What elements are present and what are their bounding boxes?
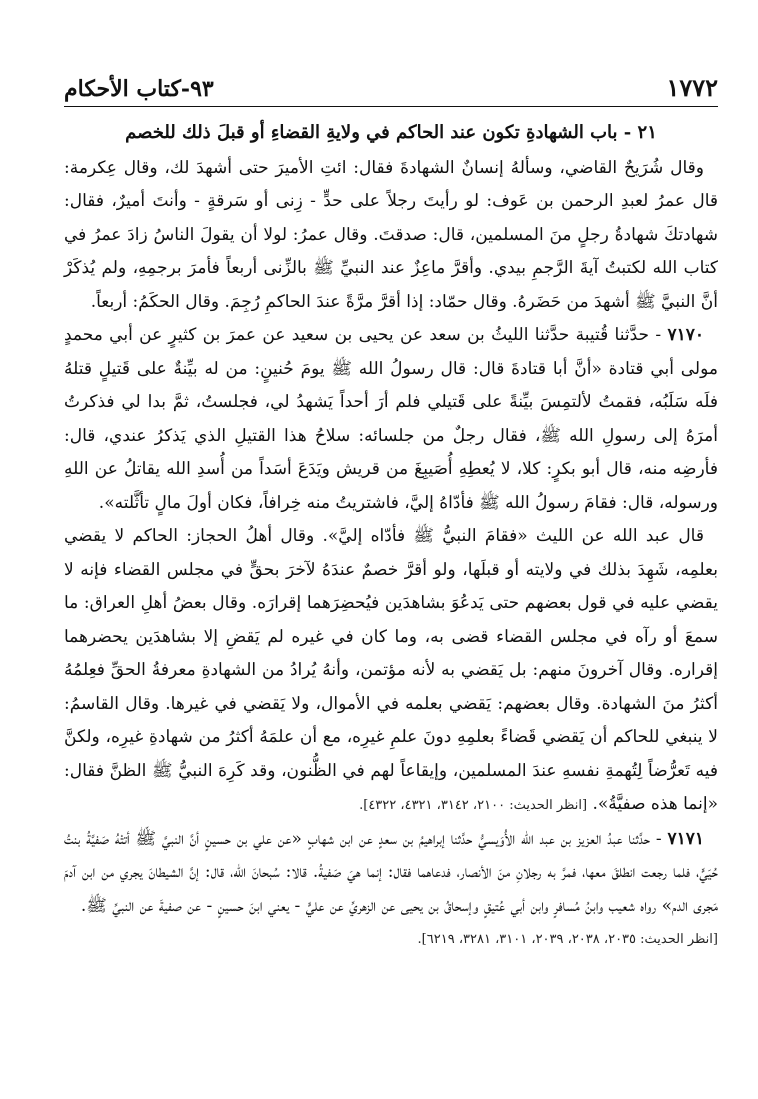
hadith-reference: [انظر الحديث: ٢١٠٠، ٣١٤٢، ٤٣٢١، ٤٣٢٢]. [359,798,588,813]
hadith-reference: [انظر الحديث: ٢٠٣٥، ٢٠٣٨، ٢٠٣٩، ٣١٠١، ٣٢٨١، ٦٢١٩]. [417,932,718,947]
chapter-intro: وقال شُرَيحٌ القاضي، وسألهُ إنسانٌ الشهادةَ فقال: ائتِ الأميرَ حتى أشهدَ لك، وقال عِكرمة: قال عمرُ لعبدِ الرحمن بن عَوف: لو رأيتَ رجلاً على حدٍّ - زِنى أو سَرقةٍ - وأنتَ أميرٌ، فقال: شهادتكَ شهادةُ رجلٍ منَ المسلمين، قال: صدقتَ. وقال عمرُ: لولا أن يقولَ الناسُ زادَ عمرُ في كتاب الله لكتبتُ آيةَ الرَّجمِ بيدي. وأقرَّ ماعِزٌ عند النبيِّ ﷺ بالزِّنى أربعاً فأمرَ برجمِهِ، ولم يُذكَرْ أنَّ النبيَّ ﷺ أشهدَ من حَضَرهُ. وقال حمّاد: إذا أقرَّ مرَّةً عندَ الحاكمِ رُجِمَ. وقال الحكَمُ: أربعاً. [64,157,718,312]
page-header [64,62,718,102]
running-title: ٩٣-كتاب الأحكام [64,76,214,102]
header-rule [64,106,718,107]
hadith-number: ٧١٧١ [667,828,705,849]
commentary-text: قال عبد الله عن الليث «فقامَ النبيُّ ﷺ فأدّاه إليَّ». وقال أهلُ الحجاز: الحاكم لا يقضي بعلمِه، شَهِدَ بذلك في ولايته أو قبلَها، ولو أقرَّ خصمٌ عندَهُ لآخرَ بحقٍّ في مجلس القضاء فإنه لا يقضي عليه في قول بعضهم حتى يَدعُوَ بشاهدَين فيُحضِرَهما إقرارَه. وقال بعضُ أهلِ العراق: ما سمعَ أو رآه في مجلس القضاء قضى به، وما كان في غيره لم يَقضِ إلا بشاهدَين يحضرهما إقراره. وقال آخرونَ منهم: بل يَقضي به لأنه مؤتمن، وأنهُ يُرادُ من الشهادةِ معرفةُ الحقِّ فعِلمُهُ أكثرُ منَ الشهادة. وقال بعضهم: يَقضي بعلمه في الأموال، ولا يَقضي في غيرها. وقال القاسمُ: لا ينبغي للحاكم أن يَقضي قَضاءً بعلمِهِ دونَ علمِ غيرِه، مع أن علمَهُ أكثرُ من شهادةِ غيرِه، ولكنَّ فيه تَعرُّضاً لِتُهمةِ نفسهِ عندَ المسلمين، وإيقاعاً لهم في الظُّنون، وقد كَرِهَ النبيُّ ﷺ الظنَّ فقال: «إنما هذه صفيَّةُ». [64,526,718,814]
hadith-text: - حدَّثنا عبدُ العزيز بن عبد الله الأُوَيسيُّ حدَّثنا إبراهيمُ بن سعدٍ عن ابن شهابٍ «عن علي بن حسينٍ أنَّ النبيَّ ﷺ أتتْهُ صَفيَّةُ بنتُ حُيَيٍّ، فلما رجعت انطلقَ معها، فمرَّ به رجلانِ منَ الأنصار، فدعاهما فقال: إنما هيَ صَفيةُ. قالا: سُبحانَ الله، قال: إنَّ الشيطانَ يجري من ابن آدمَ مَجرى الدم» رواه شعيب وابنُ مُسافرٍ وابن أبي عُتيقٍ وإسحاقُ بن يحيى عن الزهريِّ عن عليٍّ - يعني ابنَ حسينٍ - عن صفيةَ عن النبيِّ ﷺ. [64,828,718,916]
hadith-text: - حدَّثنا قُتيبة حدَّثنا الليثُ بن سعد عن يحيى بن سعيد عن عمرَ بن كثيرٍ عن أبي محمدٍ مولى أبي قتادة «أنَّ أبا قتادةَ قال: قال رسولُ الله ﷺ يومَ حُنينٍ: من له بيِّنةٌ على قَتيلٍ قتلهُ فلَه سَلَبُه، فقمتُ لألتمِسَ بيِّنةً على قَتيلي فلم أرَ أحداً يَشهدُ لي، فجلستُ، ثمَّ بدا لي فذكرتُ أمرَهُ إلى رسولِ الله ﷺ، فقال رجلٌ من جلسائه: سلاحُ هذا القتيلِ الذي يَذكرُ عندي، قال: فأرضِه منه، قال أبو بكرٍ: كلا، لا يُعطِهِ أُصَيبِغَ من قريش ويَدَعَ أسَداً من أُسدِ الله يقاتلُ عن اللهِ ورسوله، قال: فقامَ رسولُ الله ﷺ فأدّاهُ إليَّ، فاشتريتُ منه خِرافاً، فكان أولَ مالٍ تأثَّلته». [64,325,718,513]
hadith-7170-commentary [64,520,718,823]
chapter-heading: ٢١ - باب الشهادةِ تكون عند الحاكم في ولايةِ القضاءِ أو قبلَ ذلك للخصم [125,122,657,143]
hadith-7170 [64,319,718,520]
page-number: ١٧٧٢ [666,73,718,102]
hadith-7171 [64,823,718,924]
page-body [64,116,718,1039]
hadith-number: ٧١٧٠ [667,325,704,345]
